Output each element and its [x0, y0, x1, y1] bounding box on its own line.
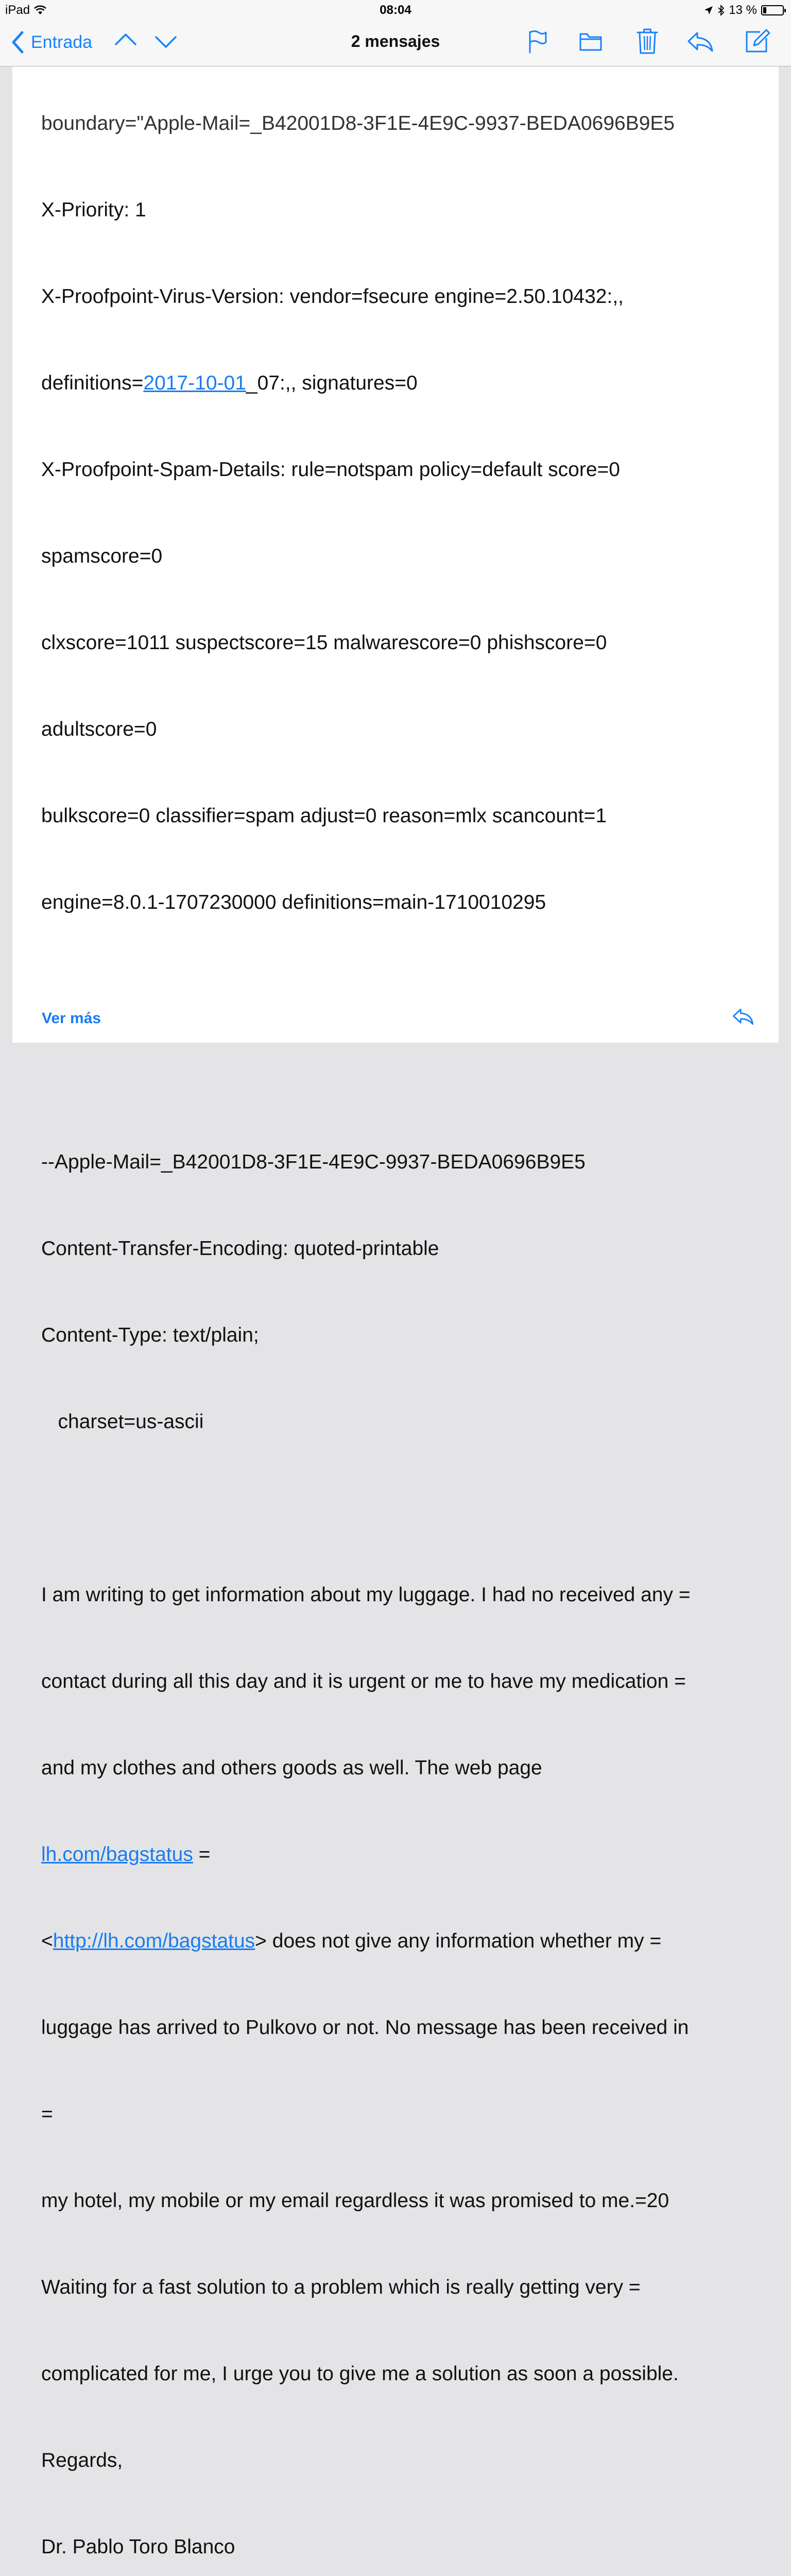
body-line-17-suffix: = [193, 1843, 211, 1866]
body-line-9: engine=8.0.1-1707230000 definitions=main-1710010295 [41, 891, 546, 913]
back-label: Entrada [31, 32, 93, 52]
trash-icon [637, 28, 658, 55]
reply-icon [687, 31, 714, 53]
nav-bar [0, 21, 791, 66]
trash-button[interactable] [637, 28, 658, 55]
blank-line [41, 1494, 762, 1523]
body-line-15: contact during all this day and it is urgent or me to have my medication = [41, 1670, 686, 1692]
body-line-18-prefix: < [41, 1930, 53, 1952]
body-line-2: X-Proofpoint-Virus-Version: vendor=fsecure engine=2.50.10432:,, [41, 285, 624, 308]
bluetooth-icon [717, 5, 725, 16]
body-line-23: complicated for me, I urge you to give me a solution as soon a possible. [41, 2363, 679, 2385]
body-line-7: adultscore=0 [41, 718, 157, 740]
folder-icon [579, 32, 603, 52]
status-right [704, 3, 784, 18]
ver-mas-button[interactable]: Ver más [42, 1010, 101, 1027]
body-line-13: charset=us-ascii [41, 1411, 204, 1433]
body-line-11: Content-Transfer-Encoding: quoted-printable [41, 1238, 439, 1260]
status-bar [0, 0, 791, 21]
body-line-14: I am writing to get information about my luggage. I had no received any = [41, 1584, 691, 1606]
body-line-17 [41, 1840, 762, 1869]
blank-line [41, 975, 762, 1004]
move-folder-button[interactable] [579, 32, 603, 52]
body-line-18-suffix: > does not give any information whether my = [255, 1930, 662, 1952]
body-line-22: Waiting for a fast solution to a problem which is really getting very = [41, 2276, 641, 2298]
body-line-3-prefix: definitions= [41, 372, 144, 394]
message-card [12, 66, 779, 2558]
reply-button[interactable] [687, 31, 714, 53]
body-line-10: --Apple-Mail=_B42001D8-3F1E-4E9C-9937-BEDA0696B9E5 [41, 1151, 586, 1173]
body-line-20: = [41, 2103, 53, 2125]
location-arrow-icon [704, 6, 713, 15]
blank-line [41, 1061, 762, 1090]
body-line-1: X-Priority: 1 [41, 199, 146, 221]
body-line-24: Regards, [41, 2449, 123, 2471]
compose-icon [745, 28, 770, 54]
body-line-21: my hotel, my mobile or my email regardless it was promised to me.=20 [41, 2190, 669, 2212]
body-line-4: X-Proofpoint-Spam-Details: rule=notspam policy=default score=0 [41, 459, 620, 481]
body-line-18 [41, 1927, 762, 1956]
body-line-3-suffix: _07:,, signatures=0 [246, 372, 418, 394]
body-line-25: Dr. Pablo Toro Blanco [41, 2536, 235, 2558]
battery-icon [761, 5, 784, 15]
compose-button[interactable] [745, 28, 770, 54]
device-name: iPad [5, 3, 30, 17]
battery-percent: 13 % [729, 3, 757, 17]
flag-icon [527, 30, 548, 54]
message-body [41, 52, 762, 2576]
date-link[interactable]: 2017-10-01 [143, 372, 246, 394]
body-line-16: and my clothes and others goods as well. The web page [41, 1757, 542, 1779]
body-line-8: bulkscore=0 classifier=spam adjust=0 reason=mlx scancount=1 [41, 805, 607, 827]
nav-title: 2 mensajes [351, 32, 440, 50]
status-time: 08:04 [380, 3, 411, 17]
bagstatus-url-link[interactable]: http://lh.com/bagstatus [53, 1930, 255, 1952]
flag-button[interactable] [527, 30, 548, 54]
reply-icon [732, 1008, 754, 1025]
inline-reply-button[interactable] [732, 1008, 754, 1028]
body-line-3 [41, 369, 762, 398]
body-line-19: luggage has arrived to Pulkovo or not. No message has been received in [41, 2016, 689, 2039]
body-line-5: spamscore=0 [41, 545, 163, 567]
body-line-6: clxscore=1011 suspectscore=15 malwarescore=0 phishscore=0 [41, 632, 607, 654]
clipped-header-line: boundary="Apple-Mail=_B42001D8-3F1E-4E9C-9937-BEDA0696B9E5 [41, 112, 675, 134]
bagstatus-link[interactable]: lh.com/bagstatus [41, 1843, 193, 1866]
body-line-12: Content-Type: text/plain; [41, 1324, 259, 1346]
